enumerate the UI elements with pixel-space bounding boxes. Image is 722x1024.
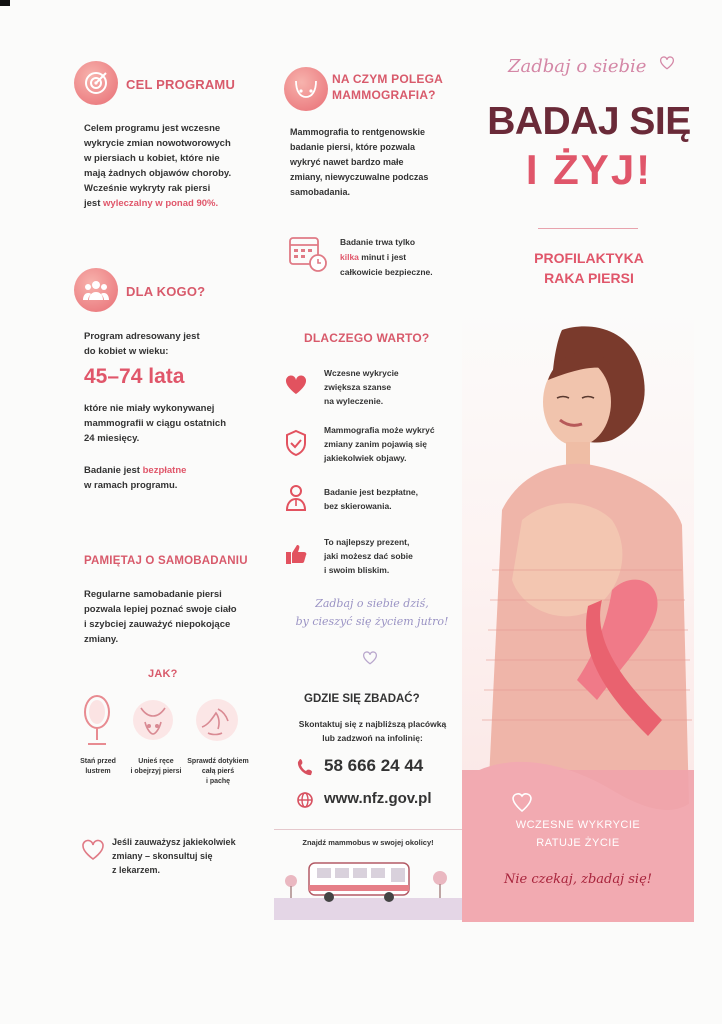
subtitle-line: PROFILAKTYKA	[534, 250, 644, 266]
thumbs-up-icon	[282, 539, 310, 569]
age-range: 45–74 lata	[84, 365, 185, 388]
step-caption-line: całą pierś	[201, 768, 235, 775]
dla-line: 24 miesięcy.	[84, 433, 140, 444]
mammo-title-line: MAMMOGRAFIA?	[332, 88, 436, 102]
target-icon	[74, 61, 118, 105]
warto-line: zwiększa szanse	[324, 382, 392, 392]
consult-note	[112, 835, 272, 877]
left-column	[70, 55, 270, 905]
duration-line: Badanie trwa tylko	[340, 237, 416, 247]
dla-text	[84, 329, 274, 359]
people-group-icon	[74, 268, 118, 312]
dla-text-2	[84, 401, 274, 446]
mammo-line: zmiany, niewyczuwalne podczas	[290, 172, 429, 182]
cel-line: mają żadnych objawów choroby.	[84, 168, 232, 179]
gdzie-line: Skontaktuj się z najbliższą placówką	[298, 719, 447, 729]
raised-arms-icon	[128, 692, 178, 748]
small-heart-icon	[360, 648, 380, 668]
duration-line-part: minut i jest	[358, 252, 407, 262]
samo-line: i szybciej zauważyć niepokojące	[84, 619, 231, 630]
dla-line: do kobiet w wieku:	[84, 346, 169, 357]
warto-item-1	[324, 366, 464, 408]
mirror-icon	[74, 692, 120, 748]
tree-icon	[432, 870, 448, 898]
hand-check-icon	[190, 692, 244, 748]
panel-slogan-line: WCZESNE WYKRYCIE	[515, 819, 641, 831]
samo-title: PAMIĘTAJ O SAMOBADANIU	[84, 555, 248, 567]
step-caption-line: lustrem	[85, 768, 111, 775]
dla-line: mammografii w ciągu ostatnich	[84, 418, 226, 429]
step-caption-line: Stań przed	[80, 758, 116, 765]
cel-text	[84, 121, 274, 211]
warto-line: bez skierowania.	[324, 501, 392, 511]
warto-line: Mammografia może wykryć	[324, 425, 435, 435]
cel-line: w piersiach u kobiet, które nie	[84, 153, 220, 164]
subtitle	[484, 248, 694, 288]
script-line: by cieszyć się życiem jutro!	[295, 615, 449, 628]
subtitle-line: RAKA PIERSI	[544, 270, 634, 286]
step-caption-line: i pachę	[205, 778, 231, 785]
step-caption-line: Unieś ręce	[138, 758, 174, 765]
cel-highlight: wyleczalny w ponad 90%.	[103, 198, 219, 209]
mammo-line: Mammografia to rentgenowskie	[290, 127, 426, 137]
warto-line: zmiany zanim pojawią się	[324, 439, 427, 449]
step-caption-line: i obejrzyj piersi	[130, 768, 182, 775]
warto-line: jaki możesz dać sobie	[324, 551, 413, 561]
step-1-caption	[70, 757, 126, 777]
samo-line: pozwala lepiej poznać swoje ciało	[84, 604, 237, 615]
headline-line-1: BADAJ SIĘ	[487, 100, 691, 143]
mammo-line: badanie piersi, które pozwala	[290, 142, 416, 152]
mammobus-caption: Znajdź mammobus w swojej okolicy!	[302, 838, 434, 847]
warto-line: i swoim bliskim.	[324, 565, 390, 575]
dla-line-part: Badanie jest	[84, 465, 143, 476]
script-top: Zadbaj o siebie	[508, 56, 647, 77]
dla-title: DLA KOGO?	[126, 284, 206, 299]
cel-line-part: jest	[84, 198, 104, 209]
doctor-icon	[282, 481, 310, 513]
script-slogan	[282, 595, 462, 631]
mammo-title-line: NA CZYM POLEGA	[332, 72, 444, 86]
middle-column	[272, 55, 462, 925]
mammo-title	[332, 71, 443, 103]
gdzie-title: GDZIE SIĘ ZBADAĆ?	[304, 693, 420, 705]
warto-item-3	[324, 485, 464, 513]
warto-line: Badanie jest bezpłatne,	[324, 487, 418, 497]
dla-line	[84, 463, 274, 478]
headline-line-2: I ŻYJ!	[525, 146, 653, 193]
phone-number[interactable]: 58 666 24 44	[324, 756, 424, 775]
panel-script: Nie czekaj, zbadaj się!	[503, 872, 652, 887]
scan-corner-mark	[0, 0, 10, 6]
mammo-line: wykryć nawet bardzo małe	[290, 157, 404, 167]
duration-line	[340, 250, 465, 265]
ribbon-heart-icon	[510, 790, 534, 814]
samo-line: Regularne samobadanie piersi	[84, 589, 222, 600]
note-line: Jeśli zauważysz jakiekolwiek	[112, 837, 236, 847]
right-column	[462, 20, 702, 925]
mammobus-icon	[304, 858, 414, 906]
note-line: z lekarzem.	[112, 865, 161, 875]
website-link[interactable]: www.nfz.gov.pl	[324, 790, 432, 807]
duration-text	[340, 235, 465, 280]
note-line: zmiany – skonsultuj się	[112, 851, 213, 861]
gdzie-text	[280, 717, 465, 745]
globe-icon	[296, 791, 314, 809]
gdzie-line: lub zadzwoń na infolinię:	[322, 733, 423, 743]
mammobus-box	[274, 829, 462, 921]
dla-text-3	[84, 463, 274, 493]
cel-line: Celem programu jest wczesne	[84, 123, 221, 134]
warto-line: To najlepszy prezent,	[324, 537, 410, 547]
warto-line: jakiekolwiek objawy.	[324, 453, 407, 463]
breast-outline-icon	[284, 67, 328, 111]
dla-highlight: bezpłatne	[142, 465, 187, 476]
step-3-caption	[186, 757, 250, 787]
tree-icon	[284, 874, 298, 898]
mammo-text	[290, 125, 465, 200]
script-line: Zadbaj o siebie dziś,	[315, 597, 429, 610]
cel-line: Wcześnie wykryty rak piersi	[84, 183, 211, 194]
step-caption-line: Sprawdź dotykiem	[187, 758, 249, 765]
warto-title: DLACZEGO WARTO?	[304, 331, 430, 345]
divider	[538, 228, 638, 229]
samo-text	[84, 587, 279, 647]
step-2-caption	[124, 757, 188, 777]
warto-line: Wczesne wykrycie	[324, 368, 399, 378]
shield-check-icon	[282, 427, 310, 459]
cel-line	[84, 196, 274, 211]
panel-slogan	[462, 816, 694, 852]
phone-icon	[296, 756, 314, 778]
dla-line: które nie miały wykonywanej	[84, 403, 215, 414]
dla-line: Program adresowany jest	[84, 331, 200, 342]
samo-line: zmiany.	[84, 634, 119, 645]
heart-outline-icon	[658, 54, 676, 72]
heart-icon	[282, 371, 310, 399]
cel-line: wykrycie zmian nowotworowych	[84, 138, 231, 149]
mammo-line: samobadania.	[290, 187, 351, 197]
dla-line: w ramach programu.	[84, 480, 178, 491]
warto-item-4	[324, 535, 464, 577]
duration-line: całkowicie bezpieczne.	[340, 267, 433, 277]
warto-line: na wyleczenie.	[324, 396, 384, 406]
duration-highlight: kilka	[340, 252, 359, 262]
cel-title: CEL PROGRAMU	[126, 77, 236, 92]
jak-title: JAK?	[148, 668, 178, 680]
warto-item-2	[324, 423, 464, 465]
heart-outline-icon	[80, 837, 106, 863]
calendar-clock-icon	[286, 231, 330, 275]
panel-slogan-line: RATUJE ŻYCIE	[536, 837, 620, 849]
